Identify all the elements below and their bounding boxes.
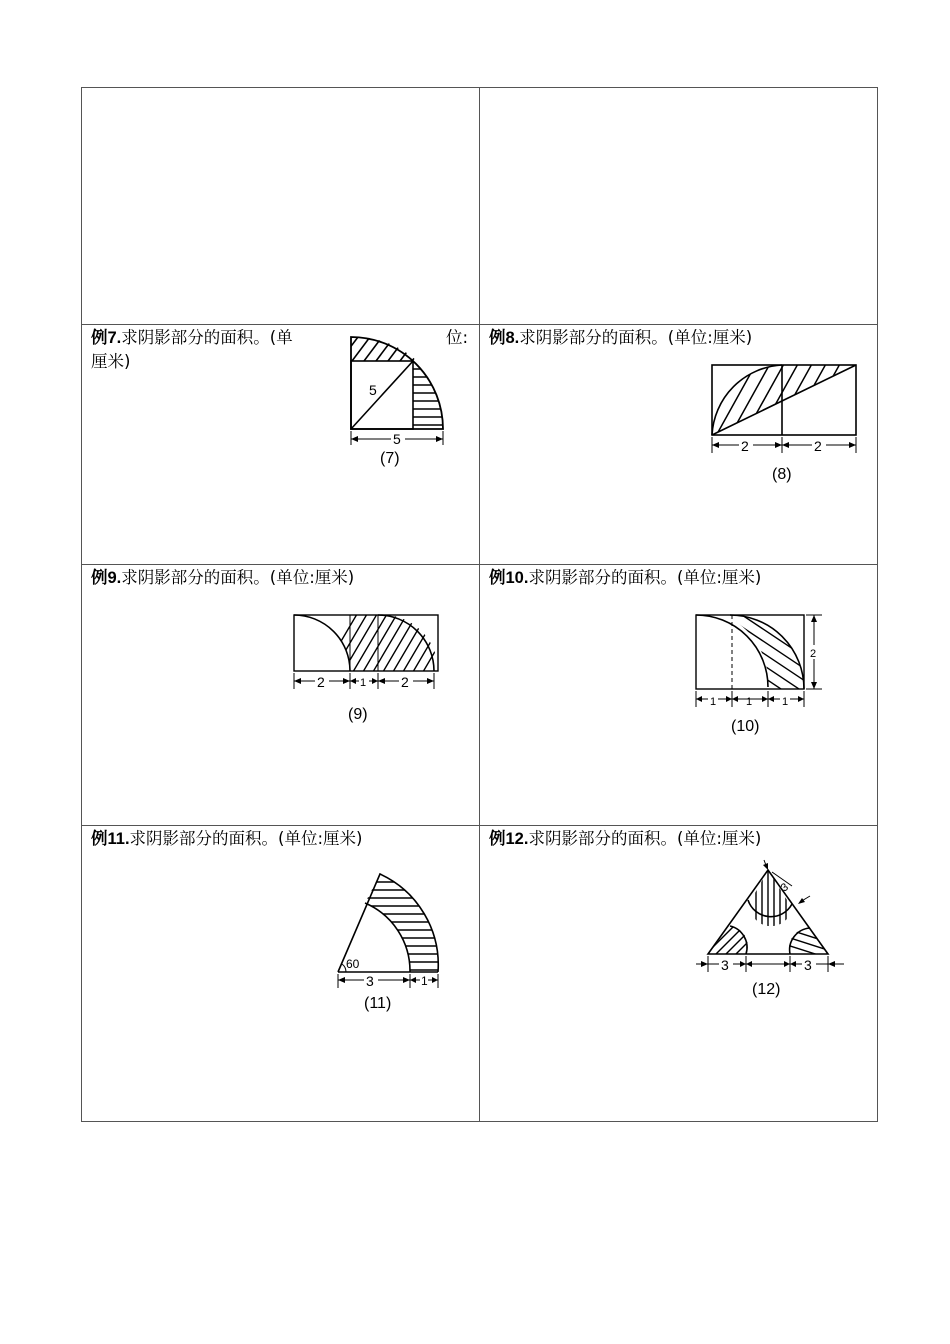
example-8-question: 例8.求阴影部分的面积。(单位:厘米) — [489, 328, 753, 347]
example-12-question: 例12.求阴影部分的面积。(单位:厘米) — [489, 829, 762, 848]
example-11-question: 例11.求阴影部分的面积。(单位:厘米) — [91, 829, 363, 848]
figure-10-label-b: 1 — [746, 696, 753, 708]
figure-12-caption: (12) — [752, 981, 781, 998]
figure-9-label-b: 1 — [360, 677, 367, 689]
example-11-cell — [82, 826, 479, 1122]
figure-7-caption: (7) — [380, 450, 400, 467]
figure-8 — [708, 363, 878, 503]
figure-9 — [290, 613, 440, 743]
example-12-cell — [480, 826, 877, 1122]
figure-10-label-a: 1 — [710, 696, 717, 708]
figure-7-diagonal-label: 5 — [369, 382, 377, 398]
figure-11-angle-label: 60 — [346, 957, 360, 971]
example-10-cell — [480, 565, 877, 825]
example-9-cell — [82, 565, 479, 825]
figure-7-width-label: 5 — [393, 431, 401, 447]
figure-10-label-d: 2 — [810, 648, 817, 660]
figure-8-label-b: 2 — [814, 438, 822, 454]
example-7-question: 例7.求阴影部分的面积。(单 — [91, 328, 293, 347]
figure-9-label-c: 2 — [401, 674, 409, 690]
example-8-cell — [480, 325, 877, 564]
example-10-question: 例10.求阴影部分的面积。(单位:厘米) — [489, 568, 762, 587]
figure-8-caption: (8) — [772, 466, 792, 483]
figure-11 — [336, 872, 476, 1032]
figure-12-side-label: 3 — [778, 881, 791, 895]
figure-11-label-a: 3 — [366, 973, 374, 989]
figure-9-caption: (9) — [348, 706, 368, 723]
figure-10-caption: (10) — [731, 718, 760, 735]
figure-12-label-a: 3 — [721, 957, 729, 973]
example-7-question-tail: 位: — [446, 328, 469, 347]
figure-10 — [694, 615, 844, 755]
figure-11-caption: (11) — [364, 995, 392, 1012]
figure-8-label-a: 2 — [741, 438, 749, 454]
figure-12-label-b: 3 — [804, 957, 812, 973]
figure-7 — [347, 335, 467, 475]
example-9-question: 例9.求阴影部分的面积。(单位:厘米) — [91, 568, 355, 587]
figure-9-label-a: 2 — [317, 674, 325, 690]
figure-12 — [694, 856, 864, 1016]
figure-10-label-c: 1 — [782, 696, 789, 708]
example-7-question-line2: 厘米) — [91, 352, 131, 371]
figure-11-label-b: 1 — [421, 974, 428, 988]
example-7-cell — [82, 325, 479, 564]
problem-table — [81, 87, 878, 1122]
